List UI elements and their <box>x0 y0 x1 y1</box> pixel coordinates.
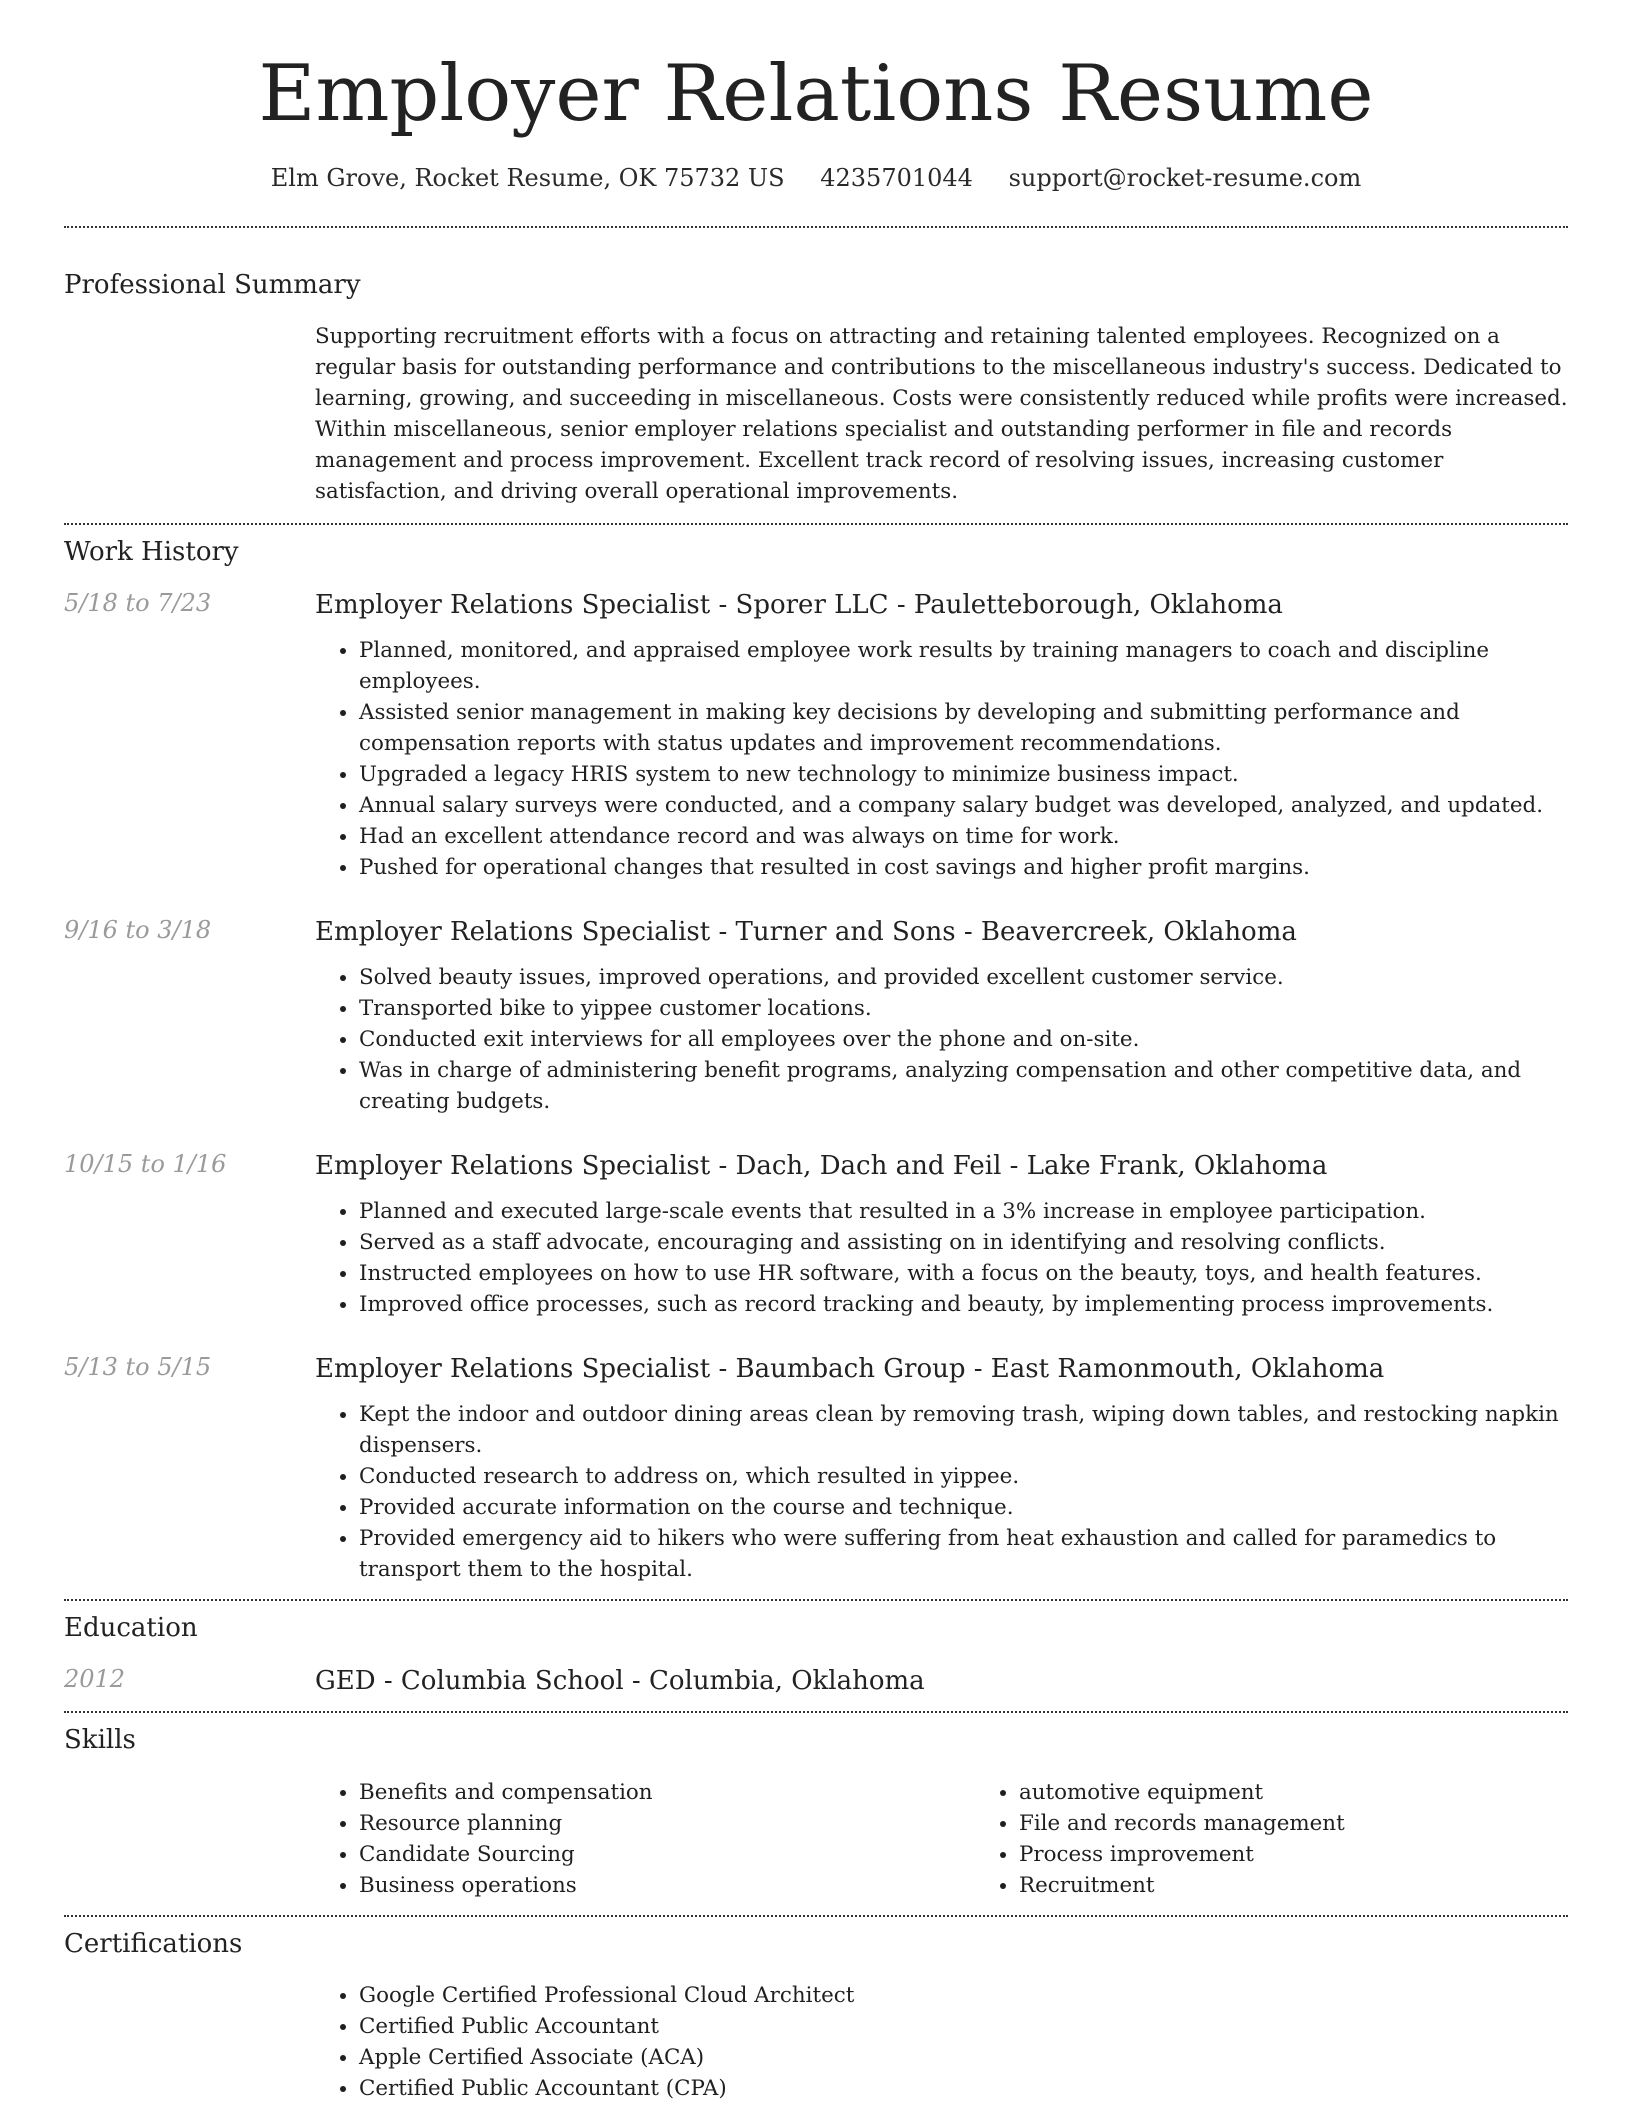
summary-section <box>64 270 1568 507</box>
resume-title: Employer Relations Resume <box>258 49 1374 139</box>
list-item: • Benefits and compensation <box>359 1777 975 1808</box>
job-heading: Employer Relations Specialist - Turner and Sons - Beavercreek, Oklahoma <box>315 917 1297 948</box>
contact-phone: 4235701044 <box>820 163 973 192</box>
list-item: • Certified Public Accountant (CPA) <box>359 2073 1568 2104</box>
list-item: • File and records management <box>1019 1808 1632 1839</box>
section-title-certifications: Certifications <box>64 1928 243 1959</box>
job-entry <box>64 1353 1568 1585</box>
list-item: • Business operations <box>359 1870 975 1901</box>
education-date: 2012 <box>64 1665 126 1694</box>
list-item: • Provided emergency aid to hikers who were suffering from heat exhaustion and called for paramedics to transport them to the hospital. <box>359 1523 1568 1585</box>
job-heading: Employer Relations Specialist - Dach, Dach and Feil - Lake Frank, Oklahoma <box>315 1151 1328 1182</box>
resume-header <box>64 0 1568 192</box>
divider <box>64 1711 1568 1713</box>
list-item: • automotive equipment <box>1019 1777 1632 1808</box>
job-date: 10/15 to 1/16 <box>64 1150 227 1179</box>
list-item: • Planned and executed large-scale events that resulted in a 3% increase in employee participation. <box>359 1196 1568 1227</box>
list-item: • Resource planning <box>359 1808 975 1839</box>
certifications-section <box>64 1929 1568 2104</box>
job-entry <box>64 916 1568 1117</box>
list-item: • Annual salary surveys were conducted, and a company salary budget was developed, analyzed, and updated. <box>359 790 1568 821</box>
list-item: • Was in charge of administering benefit programs, analyzing compensation and other competitive data, and creating budgets. <box>359 1055 1568 1117</box>
summary-text: Supporting recruitment efforts with a focus on attracting and retaining talented employees. Recognized on a regular basis for outstanding performance and contributions to the miscellaneous industry's success. Dedicated to learning, growing, and succeeding in miscellaneous. Costs were consistently reduced while profits were increased. Within miscellaneous, senior employer relations specialist and outstanding performer in file and records management and process improvement. Excellent track record of resolving issues, increasing customer satisfaction, and driving overall operational improvements. <box>315 323 1568 504</box>
list-item: • Upgraded a legacy HRIS system to new technology to minimize business impact. <box>359 759 1568 790</box>
contact-email: support@rocket-resume.com <box>1008 163 1362 192</box>
list-item: • Pushed for operational changes that resulted in cost savings and higher profit margins. <box>359 852 1568 883</box>
skills-section <box>64 1725 1568 1900</box>
job-bullets <box>315 635 1568 883</box>
contact-address: Elm Grove, Rocket Resume, OK 75732 US <box>270 163 785 192</box>
list-item: • Certified Public Accountant <box>359 2011 1568 2042</box>
list-item: • Google Certified Professional Cloud Architect <box>359 1980 1568 2011</box>
certifications-list <box>315 1980 1568 2104</box>
list-item: • Apple Certified Associate (ACA) <box>359 2042 1568 2073</box>
section-title-summary: Professional Summary <box>64 269 361 300</box>
list-item: • Conducted research to address on, which resulted in yippee. <box>359 1461 1568 1492</box>
list-item: • Conducted exit interviews for all employees over the phone and on-site. <box>359 1024 1568 1055</box>
list-item: • Had an excellent attendance record and was always on time for work. <box>359 821 1568 852</box>
list-item: • Planned, monitored, and appraised employee work results by training managers to coach and discipline employees. <box>359 635 1568 697</box>
list-item: • Served as a staff advocate, encouraging and assisting on in identifying and resolving conflicts. <box>359 1227 1568 1258</box>
list-item: • Process improvement <box>1019 1839 1632 1870</box>
list-item: • Provided accurate information on the course and technique. <box>359 1492 1568 1523</box>
job-heading: Employer Relations Specialist - Sporer LLC - Pauletteborough, Oklahoma <box>315 590 1283 621</box>
list-item: • Candidate Sourcing <box>359 1839 975 1870</box>
job-heading: Employer Relations Specialist - Baumbach Group - East Ramonmouth, Oklahoma <box>315 1354 1385 1385</box>
divider <box>64 523 1568 525</box>
skills-list-left <box>315 1777 975 1901</box>
education-section <box>64 1613 1568 1697</box>
list-item: • Kept the indoor and outdoor dining areas clean by removing trash, wiping down tables, and restocking napkin dispensers. <box>359 1399 1568 1461</box>
contact-line <box>64 164 1568 192</box>
list-item: • Assisted senior management in making key decisions by developing and submitting performance and compensation reports with status updates and improvement recommendations. <box>359 697 1568 759</box>
list-item: • Recruitment <box>1019 1870 1632 1901</box>
job-entry <box>64 589 1568 883</box>
job-bullets <box>315 962 1568 1117</box>
list-item: • Transported bike to yippee customer locations. <box>359 993 1568 1024</box>
skills-list-right <box>975 1777 1632 1901</box>
work-history-section <box>64 537 1568 1585</box>
list-item: • Solved beauty issues, improved operations, and provided excellent customer service. <box>359 962 1568 993</box>
section-title-work-history: Work History <box>64 536 239 567</box>
section-title-education: Education <box>64 1613 198 1644</box>
divider <box>64 226 1568 228</box>
job-bullets <box>315 1196 1568 1320</box>
list-item: • Improved office processes, such as record tracking and beauty, by implementing process improvements. <box>359 1289 1568 1320</box>
list-item: • Instructed employees on how to use HR software, with a focus on the beauty, toys, and health features. <box>359 1258 1568 1289</box>
education-heading: GED - Columbia School - Columbia, Oklahoma <box>315 1666 925 1697</box>
job-date: 5/18 to 7/23 <box>64 589 212 618</box>
job-date: 5/13 to 5/15 <box>64 1353 212 1382</box>
job-date: 9/16 to 3/18 <box>64 916 212 945</box>
job-entry <box>64 1150 1568 1320</box>
divider <box>64 1915 1568 1917</box>
divider <box>64 1599 1568 1601</box>
job-bullets <box>315 1399 1568 1585</box>
section-title-skills: Skills <box>64 1725 136 1756</box>
